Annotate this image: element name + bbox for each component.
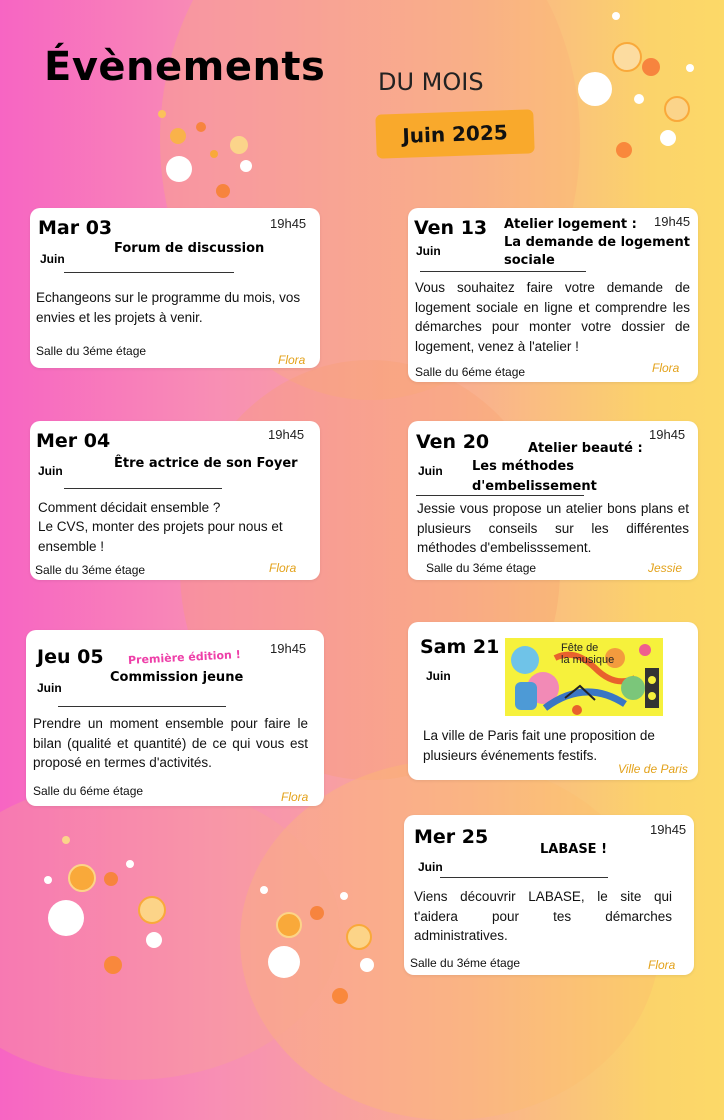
- event-card-jeu-05: [26, 630, 324, 806]
- event-day: Mer 04: [36, 430, 111, 452]
- event-title-line-3: sociale: [504, 253, 555, 268]
- event-day: Sam 21: [420, 636, 500, 658]
- event-description-line-1: Comment décidait ensemble ?: [38, 500, 221, 515]
- first-edition-badge: Première édition !: [127, 648, 241, 667]
- event-month: Juin: [40, 252, 65, 266]
- event-description: Prendre un moment ensemble pour faire le bilan (qualité et quantité) de ce qui vous est proposé en termes d'activités.: [33, 716, 308, 770]
- event-card-mer-25: [404, 815, 694, 975]
- event-host: Flora: [278, 353, 306, 367]
- event-title-line-1: Atelier beauté :: [528, 441, 643, 456]
- event-title: LABASE !: [540, 842, 608, 857]
- event-description-line-2: Le CVS, monter des projets pour nous et ensemble !: [38, 519, 283, 554]
- page-subtitle: DU MOIS: [378, 68, 484, 96]
- event-description: La ville de Paris fait une proposition de plusieurs événements festifs.: [423, 728, 655, 763]
- event-title-line-2: Les méthodes d'embelissement: [472, 459, 597, 494]
- event-time: 19h45: [654, 214, 691, 229]
- event-description: Viens découvrir LABASE, le site qui t'aidera pour tes démarches administratives.: [414, 889, 672, 943]
- event-title-line-2: La demande de logement: [504, 235, 690, 250]
- event-day: Mar 03: [38, 217, 113, 239]
- event-month: Juin: [416, 244, 441, 258]
- event-title: Forum de discussion: [114, 241, 265, 256]
- event-room: Salle du 3éme étage: [426, 561, 537, 575]
- divider: [58, 706, 226, 707]
- event-month: Juin: [426, 669, 451, 683]
- event-room: Salle du 6éme étage: [33, 784, 144, 798]
- month-badge: Juin 2025: [375, 109, 534, 158]
- event-host: Flora: [648, 958, 676, 972]
- event-description: Echangeons sur le programme du mois, vos envies et les projets à venir.: [36, 290, 301, 325]
- event-card-mar-03: [30, 208, 320, 368]
- event-day: Ven 13: [414, 217, 488, 239]
- event-room: Salle du 3éme étage: [35, 563, 146, 577]
- event-month: Juin: [37, 681, 62, 695]
- event-host: Flora: [269, 561, 297, 575]
- divider: [420, 271, 586, 272]
- fete-de-la-musique-poster: [505, 638, 663, 716]
- event-card-ven-13: [408, 208, 698, 382]
- event-host: Flora: [281, 790, 309, 804]
- event-month: Juin: [418, 464, 443, 478]
- divider: [416, 495, 584, 496]
- event-room: Salle du 3éme étage: [36, 344, 147, 358]
- event-card-sam-21: [408, 622, 698, 780]
- event-day: Mer 25: [414, 826, 489, 848]
- divider: [64, 488, 222, 489]
- event-host: Flora: [652, 361, 680, 375]
- event-time: 19h45: [270, 641, 307, 656]
- event-room: Salle du 3éme étage: [410, 956, 521, 970]
- event-month: Juin: [418, 860, 443, 874]
- event-time: 19h45: [268, 427, 305, 442]
- event-day: Jeu 05: [37, 646, 104, 668]
- event-time: 19h45: [650, 822, 687, 837]
- event-title-line-1: Atelier logement :: [504, 217, 637, 232]
- divider: [440, 877, 608, 878]
- divider: [64, 272, 234, 273]
- event-title: Être actrice de son Foyer: [114, 456, 298, 471]
- page-title: Évènements: [44, 44, 326, 90]
- event-time: 19h45: [270, 216, 307, 231]
- event-card-ven-20: [408, 421, 698, 580]
- event-month: Juin: [38, 464, 63, 478]
- event-description: Jessie vous propose un atelier bons plans et plusieurs conseils sur les différentes méthodes d'embelisssement.: [417, 501, 689, 555]
- poster-caption: Fête de la musique: [561, 642, 615, 666]
- event-host: Ville de Paris: [618, 762, 688, 776]
- event-host: Jessie: [648, 561, 683, 575]
- event-title: Commission jeune: [110, 670, 244, 685]
- event-description: Vous souhaitez faire votre demande de logement sociale en ligne et comprendre les démarches pour monter votre dossier de logement, venez à l'atelier !: [415, 280, 690, 354]
- event-time: 19h45: [649, 427, 686, 442]
- event-card-mer-04: [30, 421, 320, 580]
- event-day: Ven 20: [416, 431, 490, 453]
- event-room: Salle du 6éme étage: [415, 365, 526, 379]
